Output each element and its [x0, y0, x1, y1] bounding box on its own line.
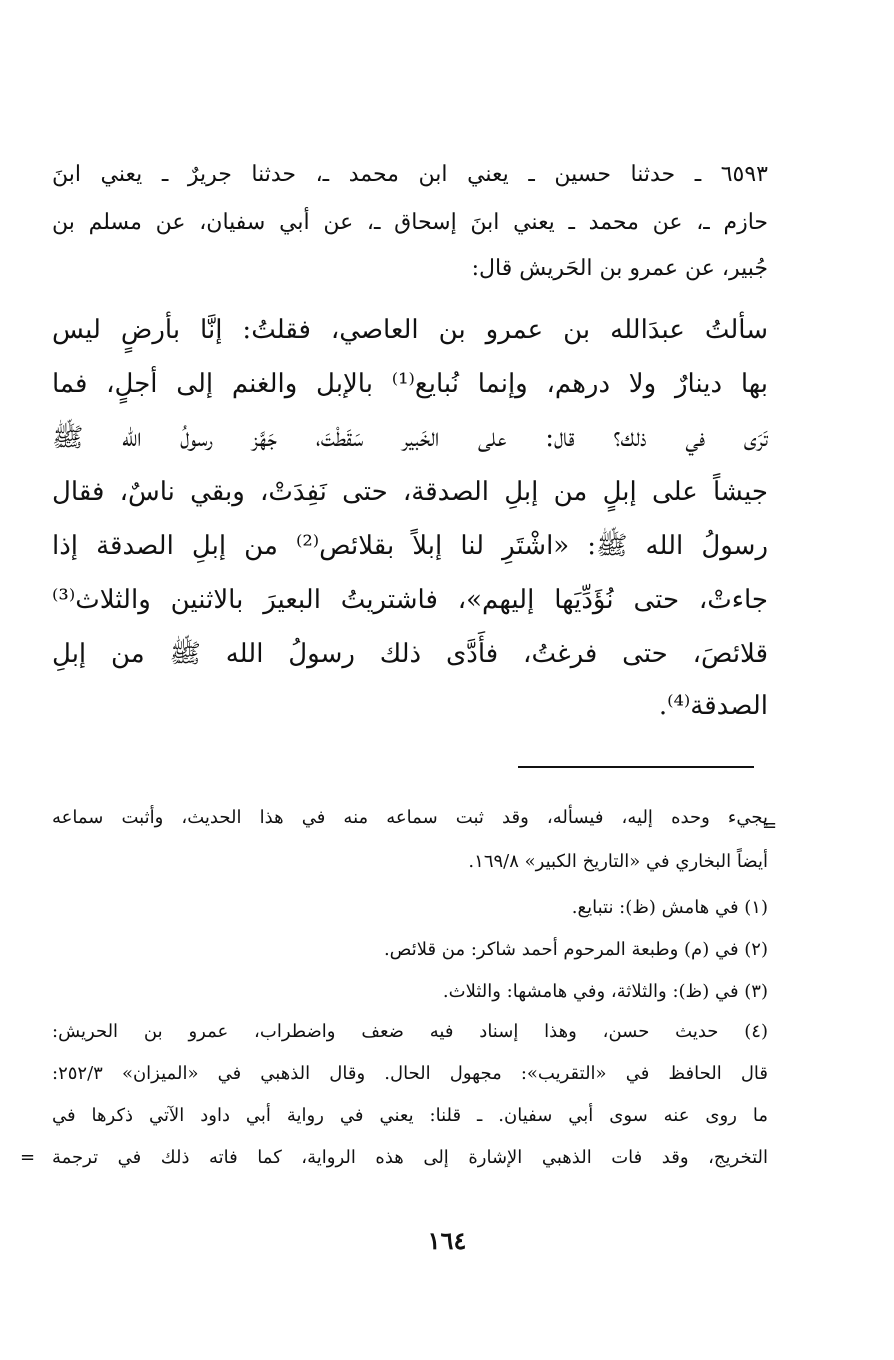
hadith-text-line: قلائصَ، حتى فرغتُ، فأَدَّى ذلك رسولُ الله ﷺ من إبلِ: [52, 639, 768, 669]
hadith-text-line: تَرَى في ذلك؟ قال: على الخَبير سَقَطْتَ، جَهَّز رسولُ الله ﷺ: [52, 423, 768, 453]
footnote-2: (٢) في (م) وطبعة المرحوم أحمد شاكر: من قلائص.: [383, 939, 768, 960]
continuation-mark-start: =: [762, 815, 778, 836]
hadith-text-line: سألتُ عبدَالله بن عمرو بن العاصي، فقلتُ: إنَّا بأرضٍ ليس: [52, 315, 768, 345]
continuation-mark-end: =: [20, 1147, 36, 1168]
footnote-line: التخريج، وقد فات الذهبي الإشارة إلى هذه الرواية، كما فاته ذلك في ترجمة: [52, 1147, 768, 1168]
hadith-text-line: رسولُ الله ﷺ: «اشْتَرِ لنا إبلاً بقلائص⁽²⁾ من إبلِ الصدقة إذا: [52, 531, 768, 561]
hadith-chain-line: جُبير، عن عمرو بن الحَريش قال:: [471, 256, 768, 281]
hadith-chain-line: ٦٥٩٣ ـ حدثنا حسين ـ يعني ابن محمد ـ، حدثنا جريرٌ ـ يعني ابنَ: [52, 162, 768, 187]
hadith-text-line: جيشاً على إبلٍ من إبلِ الصدقة، حتى نَفِدَتْ، وبقي ناسٌ، فقال: [52, 477, 768, 507]
hadith-text-line: جاءتْ، حتى نُؤَدِّيَها إليهم»، فاشتريتُ البعيرَ بالاثنين والثلاث⁽³⁾: [52, 585, 768, 615]
footnote-3: (٣) في (ظ): والثلاثة، وفي هامشها: والثلاث.: [442, 981, 768, 1002]
footnote-line: أيضاً البخاري في «التاريخ الكبير» ١٦٩/٨.: [468, 851, 768, 872]
footnote-separator: [518, 766, 754, 768]
footnote-line: ما روى عنه سوى أبي سفيان. ـ قلنا: يعني في رواية أبي داود الآتي ذكرها في: [52, 1105, 768, 1126]
footnote-line: قال الحافظ في «التقريب»: مجهول الحال. وقال الذهبي في «الميزان» ٢٥٢/٣:: [52, 1063, 768, 1084]
hadith-text-line: الصدقة⁽⁴⁾.: [658, 691, 768, 721]
footnote-1: (١) في هامش (ظ): نتبايع.: [571, 897, 768, 918]
hadith-chain-line: حازم ـ، عن محمد ـ يعني ابنَ إسحاق ـ، عن أبي سفيان، عن مسلم بن: [52, 210, 768, 235]
page-number: ١٦٤: [427, 1226, 467, 1255]
hadith-text-line: بها دينارٌ ولا درهم، وإنما نُبايع⁽¹⁾ بالإبل والغنم إلى أجلٍ، فما: [52, 369, 768, 399]
footnote-line: يجيء وحده إليه، فيسأله، وقد ثبت سماعه منه في هذا الحديث، وأثبت سماعه: [52, 807, 768, 828]
footnote-4: (٤) حديث حسن، وهذا إسناد فيه ضعف واضطراب، عمرو بن الحريش:: [52, 1021, 768, 1042]
